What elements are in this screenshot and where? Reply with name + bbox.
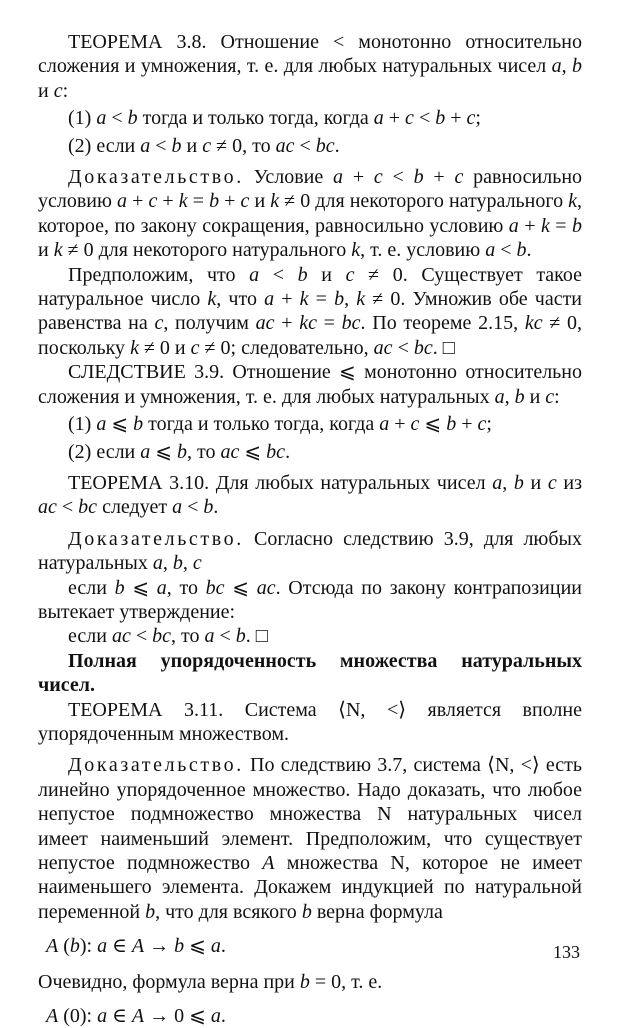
proof-3-11: Доказательство. По следствию 3.7, система ⟨N, <⟩ есть линейно упорядоченное множество. Надо доказать, что любое непустое подмножество множества N натуральных чисел имеет наименьший элемент. Предположим, что существует непустое подмножество A множества N, которое не имеет наименьшего элемента. Докажем индукцией по натуральной переменной b, что для всякого b верна формула <box>38 754 582 923</box>
proof-3-10-part-3: если ac < bc, то a < b. □ <box>68 625 268 648</box>
formula-A-0: A (0): a ∈ A → 0 ⩽ a. <box>46 1005 226 1028</box>
proof-3-8-part-1: Доказательство. Условие a + c < b + c равносильно условию a + c + k = b + c и k ≠ 0 для некоторого натурального k, которое, по закону сокращения, равносильно условию a + k = b и k ≠ 0 для некоторого натурального k, т. е. условию a < b. <box>38 166 583 262</box>
corollary-3-9: СЛЕДСТВИЕ 3.9. Отношение ⩽ монотонно относительно сложения и умножения, т. е. для любых натуральных a, b и c: <box>38 361 582 408</box>
proof-3-10-part-2: если b ⩽ a, то bc ⩽ ac. Отсюда по закону контрапозиции вытекает утверждение: <box>38 576 582 623</box>
theorem-3-11: ТЕОРЕМА 3.11. Система ⟨N, <⟩ является вполне упорядоченным множеством. <box>38 698 582 745</box>
theorem-3-8: ТЕОРЕМА 3.8. Отношение < монотонно относительно сложения и умножения, т. е. для любых натуральных чисел a, b и c: <box>38 31 583 102</box>
formula-A-b: A (b): a ∈ A → b ⩽ a. <box>46 935 226 958</box>
base-case-text: Очевидно, формула верна при b = 0, т. е. <box>38 970 383 993</box>
proof-3-10-part-1: Доказательство. Согласно следствию 3.9, для любых натуральных a, b, c <box>38 527 582 575</box>
corollary-3-9-item-1: (1) a ⩽ b тогда и только тогда, когда a + c ⩽ b + c; <box>68 413 492 436</box>
corollary-3-9-item-2: (2) если a ⩽ b, то ac ⩽ bc. <box>68 440 291 463</box>
section-heading: Полная упорядоченность множества натуральных чисел. <box>38 649 582 697</box>
page-number: 133 <box>553 942 580 962</box>
theorem-3-10: ТЕОРЕМА 3.10. Для любых натуральных чисел a, b и c из ac < bc следует a < b. <box>38 471 583 519</box>
proof-3-8-part-2: Предположим, что a < b и c ≠ 0. Существует такое натуральное число k, что a + k = b, k ≠ 0. Умножив обе части равенства на c, получим ac + kc = bc. По теореме 2.15, kc ≠ 0, поскольку k ≠ 0 и c ≠ 0; следовательно, ac < bc. □ <box>38 263 583 359</box>
theorem-3-8-item-2: (2) если a < b и c ≠ 0, то ac < bc. <box>68 134 340 157</box>
theorem-3-8-item-1: (1) a < b тогда и только тогда, когда a + c < b + c; <box>68 107 481 130</box>
